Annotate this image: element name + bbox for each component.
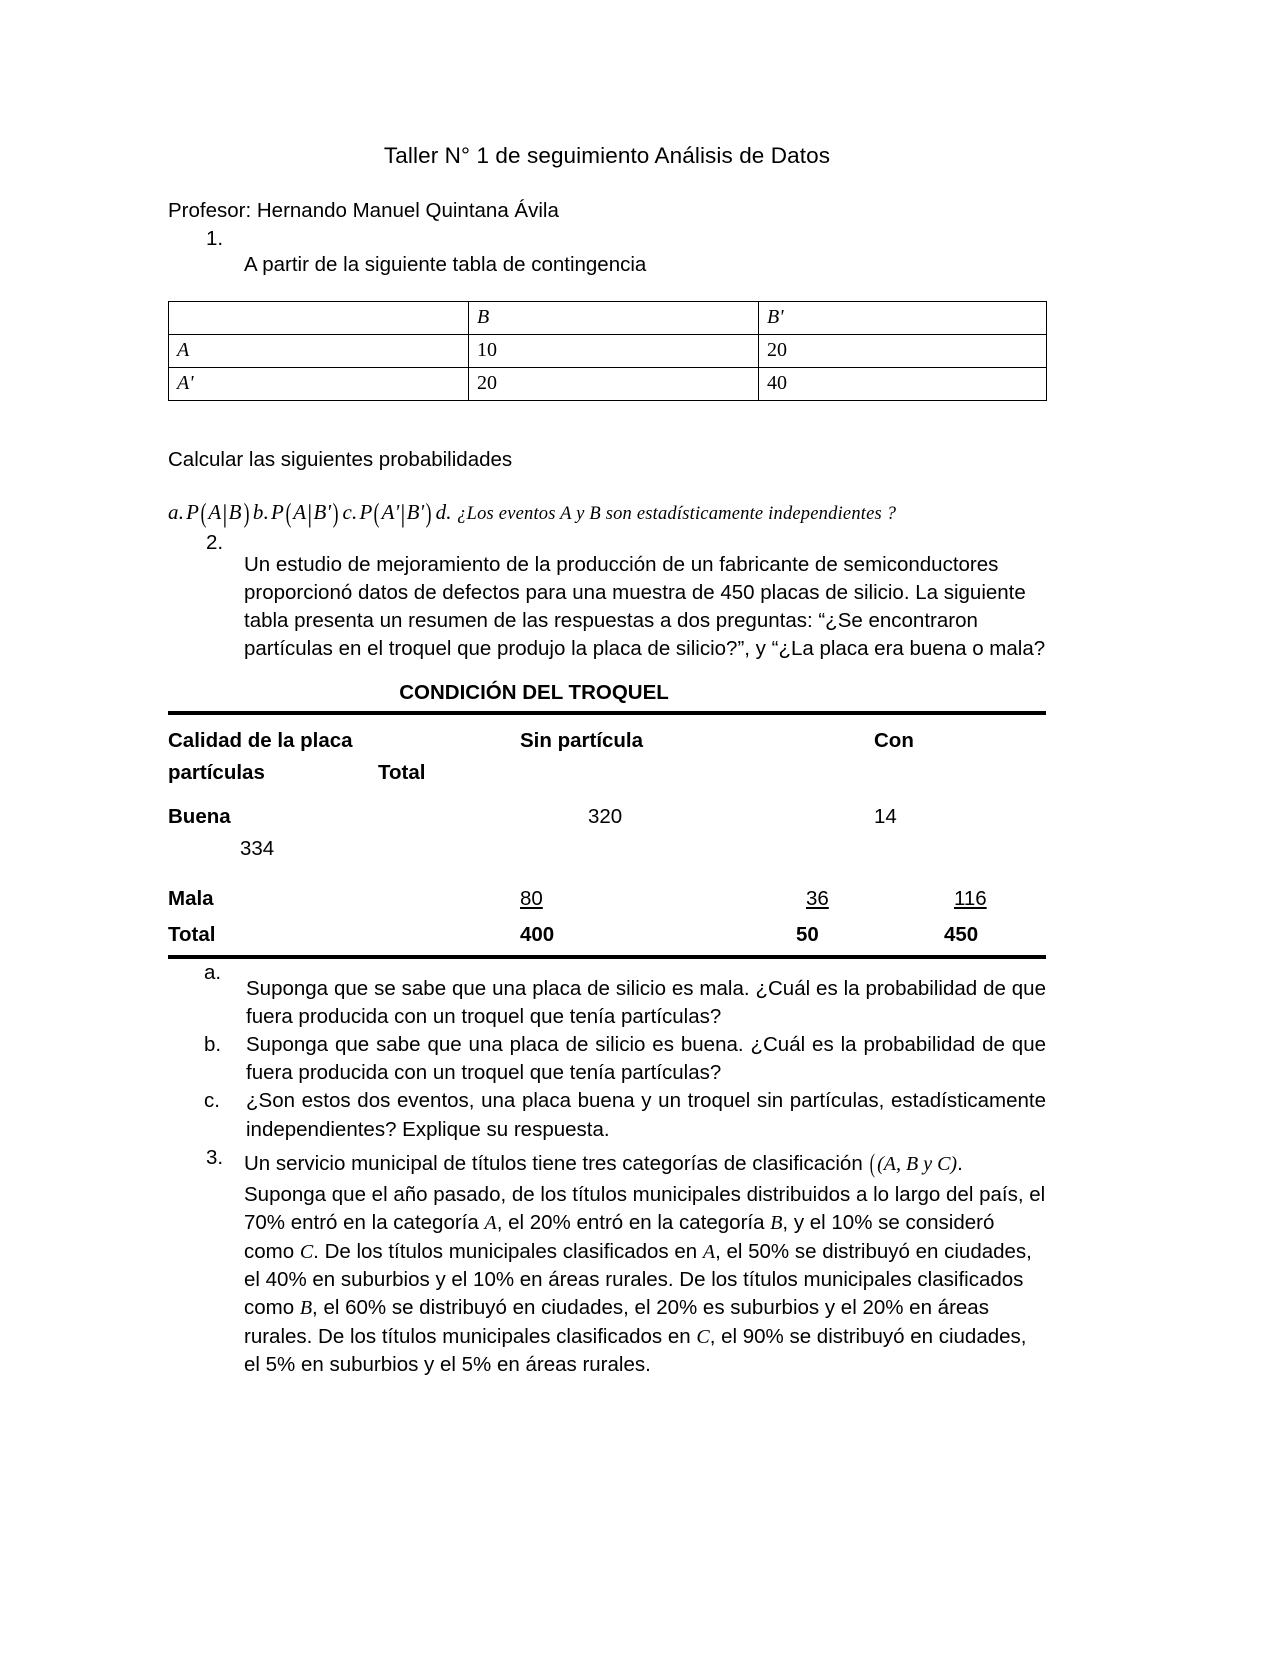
troquel-row-total — [168, 923, 1046, 955]
question-1-marker: 1. — [206, 226, 224, 250]
question-3-part-8: , el 90% se distribuyó en ciudades, el 5% en suburbios y el 5% en áreas rurales. — [244, 1324, 1027, 1376]
paren-open-icon: ( — [285, 497, 292, 528]
question-2-text: Un estudio de mejoramiento de la producción de un fabricante de semiconductores proporcionó datos de defectos para una muestra de 450 placas de silicio. La siguiente tabla presenta un resumen de las respuestas a dos preguntas: “¿Se encontraron partículas en el troquel que produjo la placa de silicio?”, y “¿La placa era buena o mala? — [244, 552, 1046, 661]
formula-b-label: b. — [252, 499, 270, 524]
question-1 — [168, 225, 1046, 279]
question-3-part-7: , el 60% se distribuyó en ciudades, el 20% es suburbios y el 20% en áreas rurales. De los títulos municipales clasificados en — [244, 1296, 989, 1348]
question-3 — [168, 1144, 1046, 1379]
formula-a-expression — [184, 498, 253, 529]
contingency-cell-aprime-bprime: 40 — [759, 367, 1047, 400]
question-3-text — [244, 1148, 1046, 1376]
troquel-buena-sin-particula: 320 — [588, 805, 623, 829]
subitem-c-text: ¿Son estos dos eventos, una placa buena y un troquel sin partículas, estadísticamente independientes? Explique su respuesta. — [246, 1089, 1046, 1141]
troquel-row-label-buena: Buena — [168, 805, 231, 829]
question-3-cat-a: A — [484, 1212, 497, 1235]
formula-event-b: B — [228, 499, 242, 524]
formula-b-expression — [269, 498, 342, 529]
contingency-cell-a-b: 10 — [469, 334, 759, 367]
question-3-part-2: . Suponga que el año pasado, de los títulos municipales distribuidos a lo largo del país, el 70% entró en la categoría — [244, 1151, 1046, 1235]
question-3-marker: 3. — [206, 1145, 224, 1169]
formula-event-bprime: B' — [406, 499, 425, 524]
question-3-part-3: , el 20% entró en la categoría — [496, 1211, 771, 1235]
subitem-b-marker: b. — [204, 1033, 222, 1057]
subitem-a-marker: a. — [204, 961, 222, 985]
question-2-subitem-b — [168, 1031, 1046, 1087]
troquel-header-row-2 — [168, 761, 1046, 795]
troquel-row-buena — [168, 805, 1046, 837]
troquel-total-grand: 450 — [944, 923, 979, 947]
troquel-mala-con-particulas: 36 — [806, 887, 829, 911]
contingency-corner-cell — [169, 301, 469, 334]
formula-d-text: ¿Los eventos A y B son estadísticamente independientes ? — [457, 503, 897, 524]
troquel-mala-total: 116 — [954, 887, 987, 911]
contingency-cell-a-bprime: 20 — [759, 334, 1047, 367]
question-1-text: A partir de la siguiente tabla de contingencia — [244, 252, 647, 276]
formula-p: P — [271, 499, 285, 524]
question-3-part-4: , y el 10% se consideró como — [244, 1211, 995, 1263]
formula-event-bprime: B' — [313, 499, 332, 524]
table-top-rule — [168, 711, 1046, 715]
troquel-col-header-quality: Calidad de la placa — [168, 729, 353, 753]
troquel-table-heading: CONDICIÓN DEL TROQUEL — [399, 681, 669, 705]
contingency-row-label-aprime: A' — [169, 367, 469, 400]
question-3-cat-b2: B — [299, 1297, 313, 1320]
question-list-2 — [168, 529, 1046, 663]
formula-p: P — [359, 499, 373, 524]
question-list — [168, 225, 1046, 279]
paren-open-icon: ( — [870, 1148, 876, 1178]
conditional-bar-icon: | — [222, 500, 228, 528]
paren-close-icon: ) — [243, 497, 250, 528]
question-3-cat-c2: C — [696, 1325, 710, 1348]
question-list-3 — [168, 1144, 1046, 1379]
question-3-part-1: Un servicio municipal de títulos tiene tres categorías de clasificación — [244, 1151, 863, 1175]
conditional-bar-icon: | — [307, 500, 313, 528]
table-row — [169, 334, 1047, 367]
troquel-row-label-total: Total — [168, 923, 216, 947]
troquel-col-header-particles: partículas — [168, 761, 265, 785]
troquel-row-label-mala: Mala — [168, 887, 214, 911]
table-row — [169, 367, 1047, 400]
formula-a-label: a. — [168, 499, 185, 524]
troquel-col-header-no-particle: Sin partícula — [520, 729, 644, 753]
troquel-table-body — [168, 729, 1046, 955]
question-3-category-group — [868, 1148, 958, 1178]
paren-close-icon: ) — [332, 497, 339, 528]
question-2-subitems — [168, 959, 1046, 1143]
troquel-row-buena-total — [168, 837, 1046, 871]
question-2-subitem-a — [168, 959, 1046, 1031]
question-2-marker: 2. — [206, 530, 224, 554]
paren-open-icon: ( — [200, 497, 207, 528]
table-header-row — [169, 301, 1047, 334]
troquel-col-header-total: Total — [378, 761, 426, 785]
probability-formula-line — [168, 472, 1046, 529]
contingency-header-b: B — [469, 301, 759, 334]
contingency-table — [168, 301, 1047, 401]
question-3-part-6: , el 50% se distribuyó en ciudades, el 40% en suburbios y el 10% en áreas rurales. De los títulos municipales clasificados como — [244, 1239, 1032, 1320]
troquel-col-header-with: Con — [874, 729, 914, 753]
troquel-buena-total: 334 — [240, 837, 275, 861]
troquel-total-con-particulas: 50 — [796, 923, 819, 947]
calcular-label: Calcular las siguientes probabilidades — [168, 447, 513, 471]
question-2 — [168, 529, 1046, 663]
question-3-cat-b: B — [770, 1212, 783, 1235]
conditional-bar-icon: | — [400, 500, 406, 528]
contingency-row-label-a: A — [169, 334, 469, 367]
troquel-header-row-1 — [168, 729, 1046, 761]
formula-event-a: A — [293, 499, 307, 524]
troquel-table — [168, 681, 1046, 959]
contingency-cell-aprime-b: 20 — [469, 367, 759, 400]
question-3-group-text: (A, B y C) — [877, 1152, 958, 1175]
formula-event-aprime: A' — [381, 499, 400, 524]
question-3-part-5: . De los títulos municipales clasificados en — [313, 1239, 703, 1263]
paren-open-icon: ( — [374, 497, 381, 528]
formula-event-a: A — [208, 499, 222, 524]
troquel-row-mala — [168, 887, 1046, 923]
question-2-subitem-c — [168, 1087, 1046, 1143]
contingency-header-bprime: B' — [759, 301, 1047, 334]
question-3-cat-c: C — [299, 1240, 314, 1263]
professor-line: Profesor: Hernando Manuel Quintana Ávila — [168, 199, 559, 223]
page-title: Taller N° 1 de seguimiento Análisis de Datos — [383, 143, 831, 168]
troquel-mala-sin-particula: 80 — [520, 887, 543, 911]
question-3-cat-a2: A — [702, 1240, 716, 1263]
document-content — [168, 0, 1046, 1379]
formula-p: P — [186, 499, 200, 524]
formula-d-label: d. — [435, 499, 452, 524]
paren-close-icon: ) — [425, 497, 432, 528]
subitem-a-text: Suponga que se sabe que una placa de silicio es mala. ¿Cuál es la probabilidad de que fuera producida con un troquel que tenía partículas? — [246, 977, 1046, 1029]
troquel-total-sin-particula: 400 — [520, 923, 555, 947]
formula-c-label: c. — [342, 499, 358, 524]
subitem-b-text: Suponga que sabe que una placa de silicio es buena. ¿Cuál es la probabilidad de que fuera producida con un troquel que tenía partículas? — [246, 1033, 1046, 1085]
troquel-buena-con-particulas: 14 — [874, 805, 897, 829]
subitem-c-marker: c. — [204, 1089, 220, 1113]
formula-c-expression — [357, 498, 435, 529]
